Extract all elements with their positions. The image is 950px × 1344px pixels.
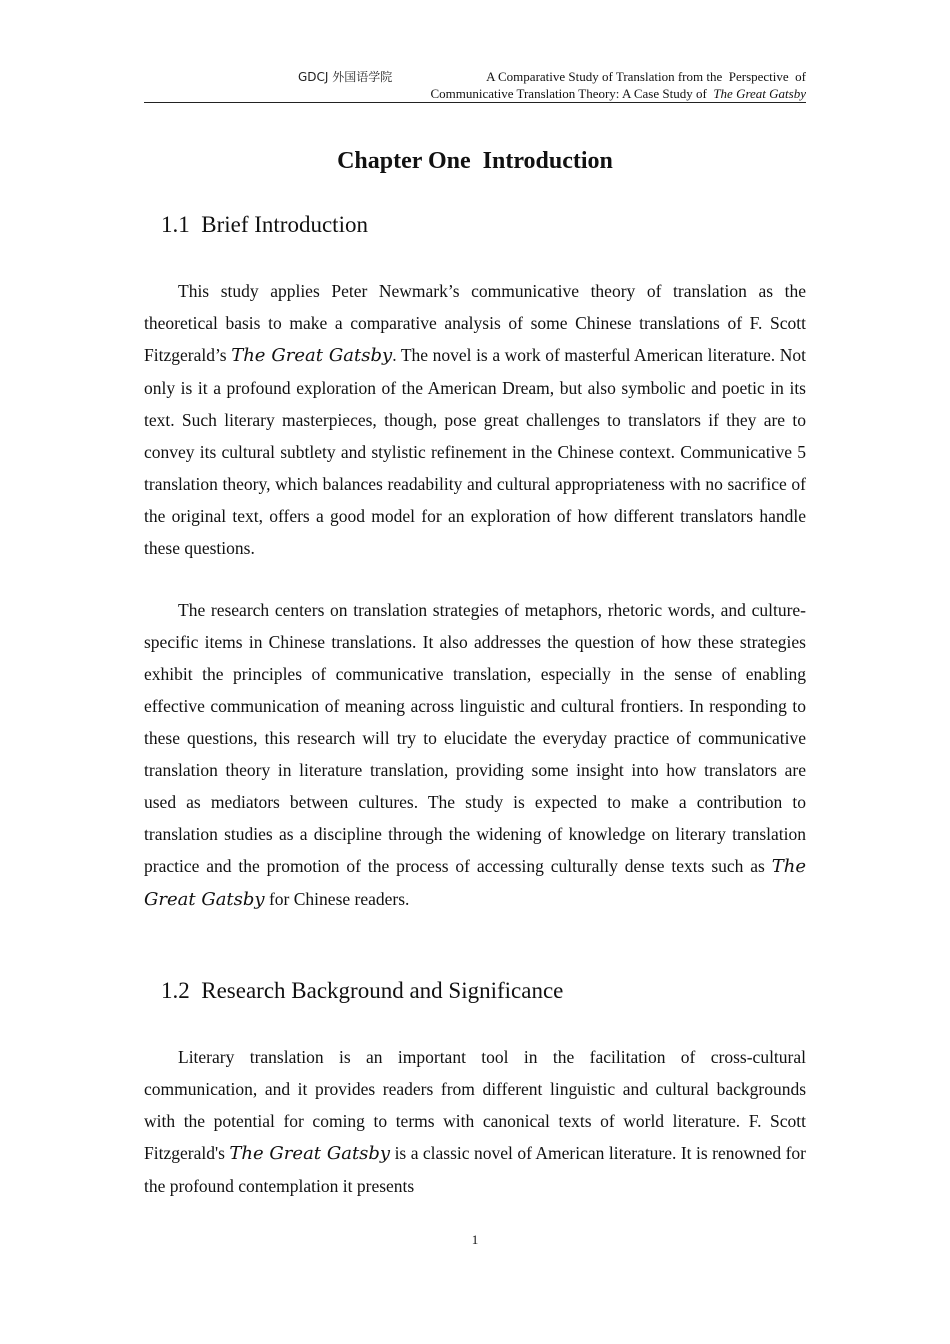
chapter-title: Chapter One Introduction	[337, 148, 613, 174]
paragraph-1-text-a: This study applies Peter Newmark’s communicative theory of translation as the theoretical basis to make a comparative analysis of some Chinese translations of F. Scott Fitzgerald’s	[144, 281, 806, 365]
header-title-line1: A Comparative Study of Translation from the Perspective of	[486, 69, 806, 84]
paragraph-3-book-title: The Great Gatsby	[229, 1143, 391, 1164]
page-number: 1	[471, 1232, 479, 1247]
section-heading-1-1: 1.1 Brief Introduction	[161, 212, 368, 237]
paragraph-2-book-title: The Great Gatsby	[144, 856, 806, 910]
paragraph-1-text-b: . The novel is a work of masterful American literature. Not only is it a profound exploration of the American Dream, but also symbolic and poetic in its text. Such literary masterpieces, though, pose great challenges to translators if they are to convey its cultural subtlety and stylistic refinement in the Chinese context. Communicative 5 translation theory, which balances readability and cultural appropriateness with no sacrifice of the original text, offers a good model for an exploration of how different translators handle these questions.	[144, 345, 806, 558]
header-book-title: The Great Gatsby	[713, 86, 806, 101]
paragraph-2	[144, 594, 806, 916]
header-title-line2	[430, 86, 806, 102]
paragraph-3	[144, 1041, 806, 1202]
header-school: GDCJ 外国语学院	[298, 70, 393, 84]
section-heading-1-2: 1.2 Research Background and Significance	[161, 978, 564, 1003]
paragraph-1	[144, 275, 806, 564]
header-title-prefix: Communicative Translation Theory: A Case Study of	[430, 86, 714, 101]
page-header	[144, 66, 806, 103]
paragraph-3-text-b: is a classic novel of American literature. It is renowned for the profound contemplation it presents	[144, 1143, 806, 1196]
paragraph-3-text-a: Literary translation is an important tool in the facilitation of cross-cultural communication, and it provides readers from different linguistic and cultural backgrounds with the potential for coming to terms with canonical texts of world literature. F. Scott Fitzgerald's	[144, 1047, 806, 1163]
paragraph-2-text-b: for Chinese readers.	[264, 889, 410, 909]
paragraph-2-text-a: The research centers on translation strategies of metaphors, rhetoric words, and culture-specific items in Chinese translations. It also addresses the question of how these strategies exhibit the principles of communicative translation, especially in the sense of enabling effective communication of meaning across linguistic and cultural frontiers. In responding to these questions, this research will try to elucidate the everyday practice of communicative translation theory in literature translation, providing some insight into how translators are used as mediators between cultures. The study is expected to make a contribution to translation studies as a discipline through the widening of knowledge on literary translation practice and the promotion of the process of accessing culturally dense texts such as	[144, 600, 806, 876]
paragraph-1-book-title: The Great Gatsby	[231, 345, 393, 366]
